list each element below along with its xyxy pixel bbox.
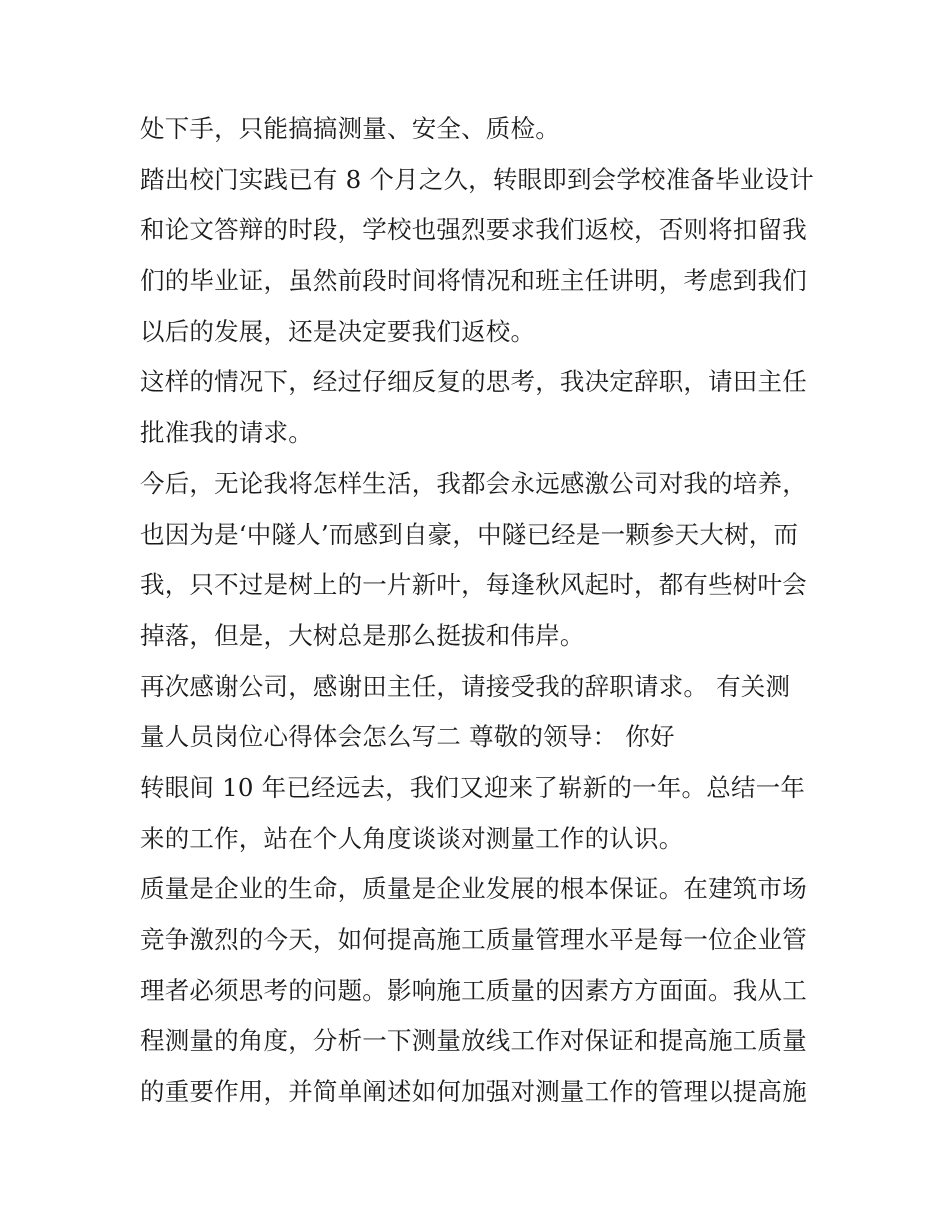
text-line: 程测量的角度，分析一下测量放线工作对保证和提高施工质量 xyxy=(140,1026,807,1056)
text-line: 量人员岗位心得体会怎么写二 尊敬的领导： 你好 xyxy=(140,722,675,752)
text-line: 这样的情况下，经过仔细反复的思考，我决定辞职，请田主任 xyxy=(140,367,807,397)
text-line: 处下手，只能搞搞测量、安全、质检。 xyxy=(140,114,560,143)
text-line: 们的毕业证，虽然前段时间将情况和班主任讲明，考虑到我们 xyxy=(140,266,807,296)
text-line: 批准我的请求。 xyxy=(140,418,313,448)
document-body xyxy=(140,104,820,1118)
text-line: 也因为是‘中隧人’而感到自豪，中隧已经是一颗参天大树，而 xyxy=(140,519,799,549)
text-line: 和论文答辩的时段，学校也强烈要求我们返校，否则将扣留我 xyxy=(140,215,807,245)
text-line: 以后的发展，还是决定要我们返校。 xyxy=(140,316,536,346)
text-line: 理者必须思考的问题。影响施工质量的因素方方面面。我从工 xyxy=(140,975,807,1005)
text-line: 转眼间 10 年已经远去，我们又迎来了崭新的一年。总结一年 xyxy=(140,772,806,802)
text-line: 再次感谢公司，感谢田主任，请接受我的辞职请求。 有关测 xyxy=(140,671,791,701)
text-line: 掉落，但是，大树总是那么挺拔和伟岸。 xyxy=(140,620,585,650)
text-line: 今后，无论我将怎样生活，我都会永远感激公司对我的培养， xyxy=(140,468,807,498)
text-line: 来的工作，站在个人角度谈谈对测量工作的认识。 xyxy=(140,823,684,853)
text-line: 我，只不过是树上的一片新叶，每逢秋风起时，都有些树叶会 xyxy=(140,570,807,600)
text-line: 的重要作用，并简单阐述如何加强对测量工作的管理以提高施 xyxy=(140,1077,807,1107)
text-line: 竞争激烈的今天，如何提高施工质量管理水平是每一位企业管 xyxy=(140,925,807,954)
text-line: 踏出校门实践已有 8 个月之久，转眼即到会学校准备毕业设计 xyxy=(140,164,814,194)
text-line: 质量是企业的生命，质量是企业发展的根本保证。在建筑市场 xyxy=(140,874,807,904)
